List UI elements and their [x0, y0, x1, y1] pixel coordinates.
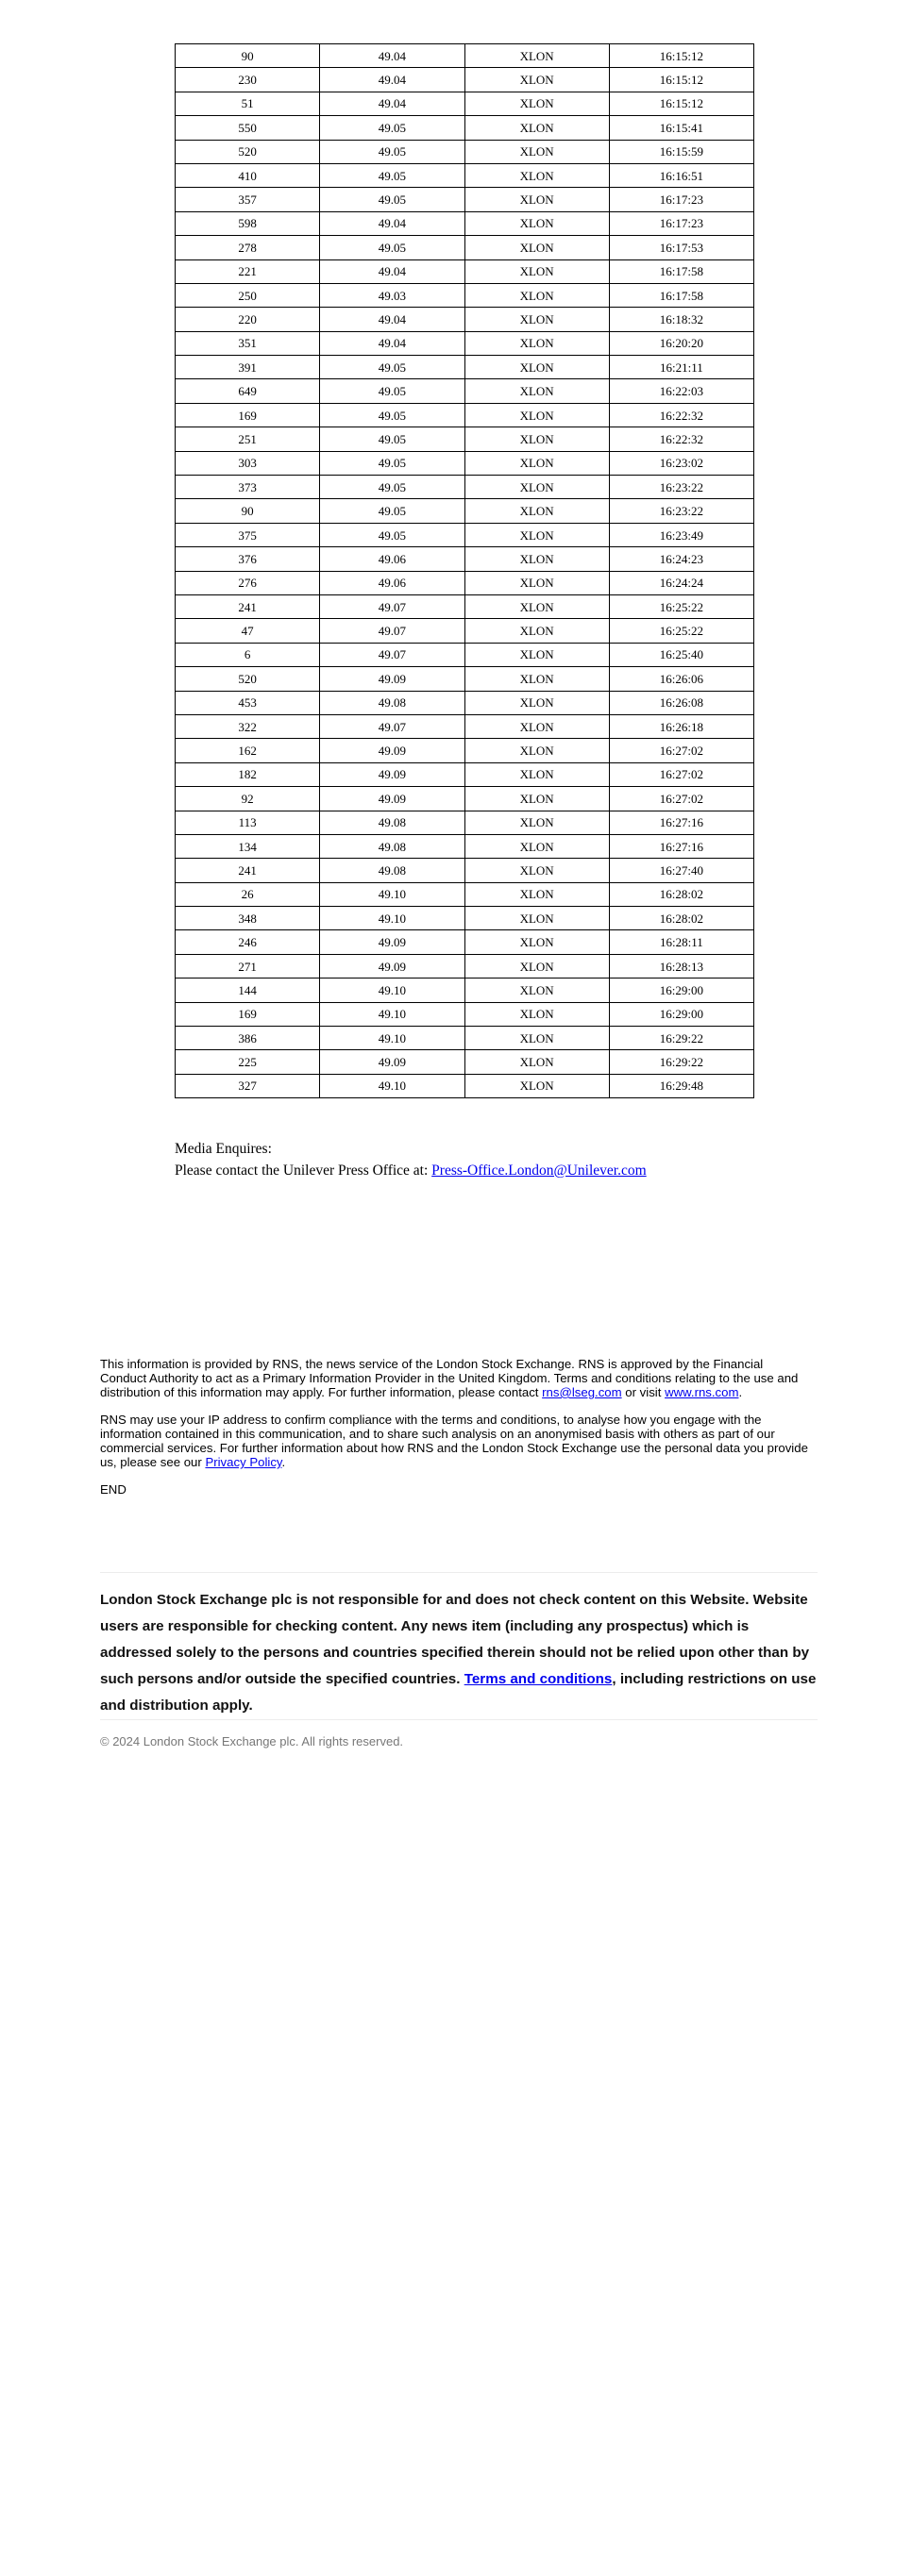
trade-venue-cell: XLON	[464, 163, 609, 187]
divider-bottom	[100, 1719, 818, 1720]
trade-venue-cell: XLON	[464, 762, 609, 786]
trade-venue-cell: XLON	[464, 979, 609, 1002]
trade-venue-cell: XLON	[464, 44, 609, 68]
trade-time-cell: 16:20:20	[609, 331, 753, 355]
trade-time-cell: 16:17:23	[609, 211, 753, 235]
table-row	[176, 1074, 754, 1097]
trade-price-cell: 49.04	[320, 308, 464, 331]
table-row	[176, 1002, 754, 1026]
trade-volume-cell: 391	[176, 356, 320, 379]
rns-notice	[100, 1357, 810, 1510]
trade-time-cell: 16:24:24	[609, 571, 753, 594]
trade-price-cell: 49.08	[320, 811, 464, 834]
trade-volume-cell: 90	[176, 44, 320, 68]
table-row	[176, 140, 754, 163]
trade-price-cell: 49.09	[320, 739, 464, 762]
trade-time-cell: 16:29:00	[609, 1002, 753, 1026]
trade-price-cell: 49.07	[320, 619, 464, 643]
trade-volume-cell: 225	[176, 1050, 320, 1074]
table-row	[176, 331, 754, 355]
trade-venue-cell: XLON	[464, 1050, 609, 1074]
rns-paragraph-2	[100, 1413, 810, 1469]
trade-price-cell: 49.04	[320, 259, 464, 283]
trade-venue-cell: XLON	[464, 882, 609, 906]
trade-venue-cell: XLON	[464, 92, 609, 115]
table-row	[176, 882, 754, 906]
trade-volume-cell: 357	[176, 188, 320, 211]
trade-time-cell: 16:27:02	[609, 739, 753, 762]
trade-venue-cell: XLON	[464, 451, 609, 475]
trade-volume-cell: 182	[176, 762, 320, 786]
trade-time-cell: 16:26:18	[609, 714, 753, 738]
lse-disclaimer	[100, 1587, 818, 1719]
trade-volume-cell: 51	[176, 92, 320, 115]
trade-time-cell: 16:29:48	[609, 1074, 753, 1097]
trade-price-cell: 49.05	[320, 356, 464, 379]
divider-top	[100, 1572, 818, 1573]
trade-volume-cell: 241	[176, 859, 320, 882]
trade-time-cell: 16:26:06	[609, 667, 753, 691]
trade-time-cell: 16:26:08	[609, 691, 753, 714]
table-row	[176, 68, 754, 92]
table-row	[176, 499, 754, 523]
disclaimer-text-2: , including restrictions on use and distribution apply.	[100, 1671, 817, 1714]
trade-venue-cell: XLON	[464, 259, 609, 283]
trade-venue-cell: XLON	[464, 930, 609, 954]
trade-price-cell: 49.05	[320, 427, 464, 451]
trade-time-cell: 16:17:53	[609, 236, 753, 259]
trade-venue-cell: XLON	[464, 811, 609, 834]
table-row	[176, 691, 754, 714]
trade-time-cell: 16:15:59	[609, 140, 753, 163]
trade-volume-cell: 276	[176, 571, 320, 594]
trade-price-cell: 49.10	[320, 979, 464, 1002]
rns-p2-text-1: RNS may use your IP address to confirm compliance with the terms and conditions, to analyse how you engage with the information contained in this communication, and to share such analysis on an anonymised basis with others as part of our commercial services. For further information about how RNS and the London Stock Exchange use the personal data you provide us, please see our	[100, 1413, 808, 1469]
trade-volume-cell: 271	[176, 954, 320, 978]
table-row	[176, 427, 754, 451]
trade-volume-cell: 278	[176, 236, 320, 259]
copyright: © 2024 London Stock Exchange plc. All rights reserved.	[100, 1734, 404, 1748]
trade-price-cell: 49.07	[320, 714, 464, 738]
trade-price-cell: 49.05	[320, 236, 464, 259]
trades-table-body	[176, 44, 754, 1098]
trade-venue-cell: XLON	[464, 68, 609, 92]
trade-volume-cell: 169	[176, 403, 320, 427]
table-row	[176, 308, 754, 331]
trade-time-cell: 16:27:16	[609, 811, 753, 834]
trade-venue-cell: XLON	[464, 116, 609, 140]
disclaimer-text-1: London Stock Exchange plc is not responsible for and does not check content on this Website. Website users are responsible for checking content. Any news item (including any prospectus) which is addressed solely to the persons and countries specified therein should not be relied upon other than by such persons and/or outside the specified countries.	[100, 1592, 810, 1687]
trade-price-cell: 49.05	[320, 140, 464, 163]
trade-price-cell: 49.10	[320, 882, 464, 906]
end-marker: END	[100, 1482, 127, 1497]
rns-p2-text-2: .	[281, 1455, 286, 1469]
trade-price-cell: 49.09	[320, 930, 464, 954]
trade-price-cell: 49.05	[320, 499, 464, 523]
trades-table	[175, 43, 754, 1098]
trade-volume-cell: 351	[176, 331, 320, 355]
trade-venue-cell: XLON	[464, 476, 609, 499]
table-row	[176, 163, 754, 187]
trade-price-cell: 49.10	[320, 907, 464, 930]
trade-price-cell: 49.04	[320, 331, 464, 355]
trade-venue-cell: XLON	[464, 714, 609, 738]
trade-volume-cell: 251	[176, 427, 320, 451]
trade-price-cell: 49.05	[320, 188, 464, 211]
trade-volume-cell: 241	[176, 594, 320, 618]
trade-time-cell: 16:15:12	[609, 44, 753, 68]
media-enquiries	[175, 1138, 647, 1181]
trade-venue-cell: XLON	[464, 619, 609, 643]
trade-volume-cell: 520	[176, 140, 320, 163]
trade-venue-cell: XLON	[464, 834, 609, 858]
trade-venue-cell: XLON	[464, 379, 609, 403]
rns-p1-text-1: This information is provided by RNS, the news service of the London Stock Exchange. RNS is approved by the Financial Conduct Authority to act as a Primary Information Provider in the United Kingdom. Terms and conditions relating to the use and distribution of this information may apply. For further information, please contact	[100, 1357, 799, 1399]
trade-time-cell: 16:23:49	[609, 523, 753, 546]
trade-price-cell: 49.09	[320, 787, 464, 811]
trade-volume-cell: 598	[176, 211, 320, 235]
trade-time-cell: 16:15:12	[609, 68, 753, 92]
trade-time-cell: 16:25:22	[609, 594, 753, 618]
table-row	[176, 236, 754, 259]
table-row	[176, 1027, 754, 1050]
trade-volume-cell: 453	[176, 691, 320, 714]
trade-volume-cell: 348	[176, 907, 320, 930]
trade-venue-cell: XLON	[464, 523, 609, 546]
trade-venue-cell: XLON	[464, 140, 609, 163]
trade-venue-cell: XLON	[464, 331, 609, 355]
trade-venue-cell: XLON	[464, 499, 609, 523]
trade-time-cell: 16:22:03	[609, 379, 753, 403]
trade-time-cell: 16:28:02	[609, 882, 753, 906]
trade-volume-cell: 113	[176, 811, 320, 834]
table-row	[176, 739, 754, 762]
trade-time-cell: 16:27:02	[609, 787, 753, 811]
trade-price-cell: 49.10	[320, 1074, 464, 1097]
table-row	[176, 476, 754, 499]
trade-volume-cell: 303	[176, 451, 320, 475]
trade-venue-cell: XLON	[464, 403, 609, 427]
trade-time-cell: 16:29:22	[609, 1050, 753, 1074]
trade-volume-cell: 92	[176, 787, 320, 811]
trade-volume-cell: 162	[176, 739, 320, 762]
trade-volume-cell: 375	[176, 523, 320, 546]
table-row	[176, 259, 754, 283]
trade-volume-cell: 386	[176, 1027, 320, 1050]
table-row	[176, 44, 754, 68]
trade-price-cell: 49.10	[320, 1002, 464, 1026]
trade-venue-cell: XLON	[464, 427, 609, 451]
trade-volume-cell: 322	[176, 714, 320, 738]
trade-venue-cell: XLON	[464, 547, 609, 571]
trade-time-cell: 16:23:22	[609, 499, 753, 523]
trade-price-cell: 49.07	[320, 643, 464, 666]
media-contact-prefix: Please contact the Unilever Press Office at:	[175, 1163, 432, 1179]
trade-price-cell: 49.05	[320, 116, 464, 140]
trade-venue-cell: XLON	[464, 787, 609, 811]
trade-time-cell: 16:17:58	[609, 283, 753, 307]
trade-venue-cell: XLON	[464, 571, 609, 594]
trade-venue-cell: XLON	[464, 236, 609, 259]
table-row	[176, 283, 754, 307]
trade-volume-cell: 6	[176, 643, 320, 666]
trade-volume-cell: 520	[176, 667, 320, 691]
table-row	[176, 356, 754, 379]
rns-paragraph-1	[100, 1357, 810, 1399]
trade-time-cell: 16:18:32	[609, 308, 753, 331]
table-row	[176, 667, 754, 691]
trade-venue-cell: XLON	[464, 907, 609, 930]
rns-email-link[interactable]: rns@lseg.com	[542, 1385, 622, 1399]
trade-time-cell: 16:22:32	[609, 427, 753, 451]
trade-price-cell: 49.05	[320, 451, 464, 475]
media-contact-line	[175, 1160, 647, 1181]
trade-volume-cell: 246	[176, 930, 320, 954]
trade-time-cell: 16:17:23	[609, 188, 753, 211]
trade-volume-cell: 250	[176, 283, 320, 307]
table-row	[176, 451, 754, 475]
table-row	[176, 211, 754, 235]
trade-volume-cell: 373	[176, 476, 320, 499]
trade-price-cell: 49.09	[320, 954, 464, 978]
trade-price-cell: 49.08	[320, 834, 464, 858]
table-row	[176, 188, 754, 211]
trade-time-cell: 16:15:41	[609, 116, 753, 140]
trade-time-cell: 16:22:32	[609, 403, 753, 427]
terms-and-conditions-link[interactable]: Terms and conditions	[464, 1671, 613, 1687]
trade-venue-cell: XLON	[464, 739, 609, 762]
trade-price-cell: 49.06	[320, 571, 464, 594]
trade-price-cell: 49.04	[320, 211, 464, 235]
table-row	[176, 787, 754, 811]
trade-price-cell: 49.05	[320, 523, 464, 546]
trade-time-cell: 16:27:40	[609, 859, 753, 882]
trade-time-cell: 16:24:23	[609, 547, 753, 571]
trade-volume-cell: 220	[176, 308, 320, 331]
trade-venue-cell: XLON	[464, 667, 609, 691]
table-row	[176, 619, 754, 643]
table-row	[176, 116, 754, 140]
table-row	[176, 979, 754, 1002]
trade-volume-cell: 410	[176, 163, 320, 187]
trade-time-cell: 16:28:11	[609, 930, 753, 954]
trade-volume-cell: 649	[176, 379, 320, 403]
trade-price-cell: 49.05	[320, 163, 464, 187]
table-row	[176, 714, 754, 738]
trade-time-cell: 16:27:02	[609, 762, 753, 786]
table-row	[176, 954, 754, 978]
trade-time-cell: 16:25:22	[609, 619, 753, 643]
trade-time-cell: 16:16:51	[609, 163, 753, 187]
trade-time-cell: 16:29:22	[609, 1027, 753, 1050]
trade-volume-cell: 144	[176, 979, 320, 1002]
table-row	[176, 571, 754, 594]
trade-venue-cell: XLON	[464, 211, 609, 235]
table-row	[176, 811, 754, 834]
trade-price-cell: 49.08	[320, 691, 464, 714]
table-row	[176, 930, 754, 954]
trade-venue-cell: XLON	[464, 1002, 609, 1026]
trade-venue-cell: XLON	[464, 594, 609, 618]
trade-price-cell: 49.04	[320, 68, 464, 92]
media-heading: Media Enquires:	[175, 1141, 272, 1157]
trade-volume-cell: 134	[176, 834, 320, 858]
table-row	[176, 594, 754, 618]
trade-venue-cell: XLON	[464, 188, 609, 211]
trade-time-cell: 16:27:16	[609, 834, 753, 858]
table-row	[176, 547, 754, 571]
trade-volume-cell: 169	[176, 1002, 320, 1026]
trade-venue-cell: XLON	[464, 1074, 609, 1097]
trade-time-cell: 16:29:00	[609, 979, 753, 1002]
trade-time-cell: 16:21:11	[609, 356, 753, 379]
trade-price-cell: 49.10	[320, 1027, 464, 1050]
trade-price-cell: 49.06	[320, 547, 464, 571]
trade-price-cell: 49.05	[320, 379, 464, 403]
trade-volume-cell: 376	[176, 547, 320, 571]
trade-time-cell: 16:17:58	[609, 259, 753, 283]
trade-price-cell: 49.09	[320, 1050, 464, 1074]
privacy-policy-link[interactable]: Privacy Policy	[205, 1455, 282, 1469]
trade-price-cell: 49.05	[320, 476, 464, 499]
trade-venue-cell: XLON	[464, 691, 609, 714]
trade-volume-cell: 327	[176, 1074, 320, 1097]
trade-volume-cell: 550	[176, 116, 320, 140]
trade-volume-cell: 90	[176, 499, 320, 523]
trade-volume-cell: 221	[176, 259, 320, 283]
trade-venue-cell: XLON	[464, 308, 609, 331]
trade-venue-cell: XLON	[464, 356, 609, 379]
table-row	[176, 907, 754, 930]
trade-price-cell: 49.04	[320, 44, 464, 68]
trade-price-cell: 49.04	[320, 92, 464, 115]
rns-p1-text-2: or visit	[621, 1385, 666, 1399]
table-row	[176, 379, 754, 403]
trade-volume-cell: 26	[176, 882, 320, 906]
trade-price-cell: 49.05	[320, 403, 464, 427]
trade-venue-cell: XLON	[464, 859, 609, 882]
trade-price-cell: 49.09	[320, 667, 464, 691]
trade-time-cell: 16:23:02	[609, 451, 753, 475]
table-row	[176, 859, 754, 882]
table-row	[176, 834, 754, 858]
trade-venue-cell: XLON	[464, 643, 609, 666]
trade-price-cell: 49.08	[320, 859, 464, 882]
table-row	[176, 762, 754, 786]
table-row	[176, 403, 754, 427]
table-row	[176, 92, 754, 115]
trade-volume-cell: 47	[176, 619, 320, 643]
trade-time-cell: 16:25:40	[609, 643, 753, 666]
rns-p1-text-3: .	[738, 1385, 743, 1399]
trade-price-cell: 49.03	[320, 283, 464, 307]
trade-time-cell: 16:28:13	[609, 954, 753, 978]
trade-price-cell: 49.07	[320, 594, 464, 618]
trade-time-cell: 16:15:12	[609, 92, 753, 115]
table-row	[176, 1050, 754, 1074]
table-row	[176, 523, 754, 546]
trade-time-cell: 16:28:02	[609, 907, 753, 930]
table-row	[176, 643, 754, 666]
trade-time-cell: 16:23:22	[609, 476, 753, 499]
trade-venue-cell: XLON	[464, 1027, 609, 1050]
trade-price-cell: 49.09	[320, 762, 464, 786]
trade-volume-cell: 230	[176, 68, 320, 92]
trade-venue-cell: XLON	[464, 283, 609, 307]
rns-website-link[interactable]: www.rns.com	[665, 1385, 739, 1399]
press-office-email-link[interactable]: Press-Office.London@Unilever.com	[431, 1163, 647, 1179]
trade-venue-cell: XLON	[464, 954, 609, 978]
